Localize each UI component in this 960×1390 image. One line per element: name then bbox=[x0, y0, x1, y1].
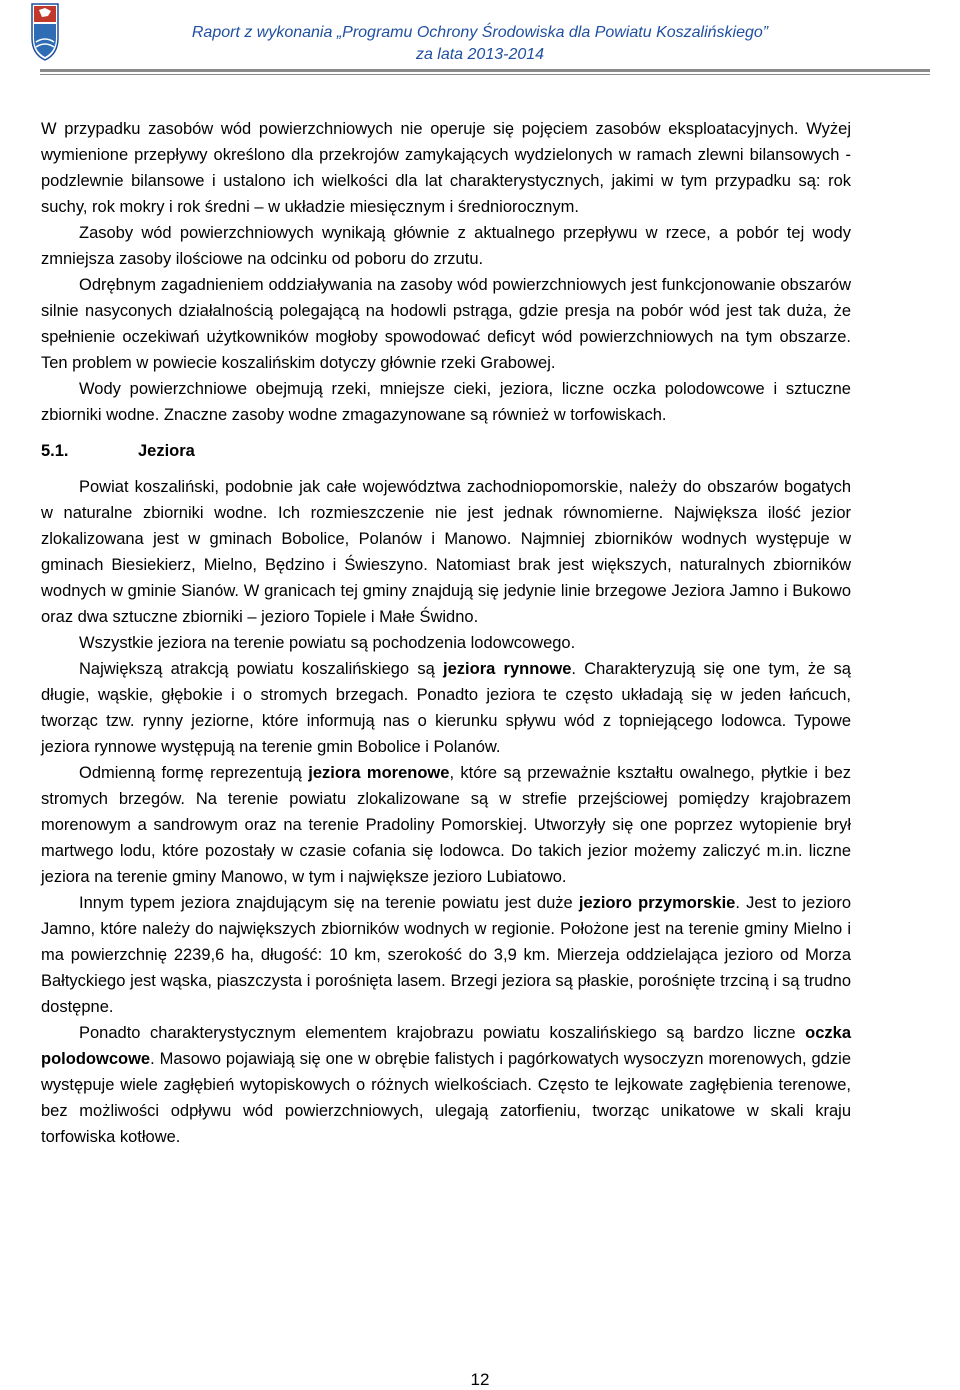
bold-term: jeziora rynnowe bbox=[443, 660, 572, 678]
paragraph bbox=[41, 376, 851, 428]
text-run: Ponadto charakterystycznym elementem krajobrazu powiatu koszalińskiego są bardzo liczne bbox=[79, 1024, 806, 1042]
lakes-paragraphs bbox=[41, 474, 851, 1150]
text-run: W przypadku zasobów wód powierzchniowych nie operuje się pojęciem zasobów eksploatacyjnych. Wyżej wymienione przepływy określono dla przekrojów zamykających wydzielonych w ramach zlewni bilansowych - podzlewnie bilansowe i ustalono ich wielkości dla lat charakterystycznych, jakimi w tym przypadku są: rok suchy, rok mokry i rok średni – w układzie miesięcznym i średniorocznym. bbox=[41, 120, 851, 216]
text-run: Zasoby wód powierzchniowych wynikają głównie z aktualnego przepływu w rzece, a pobór tej wody zmniejsza zasoby ilościowe na odcinku od poboru do zrzutu. bbox=[41, 224, 851, 268]
bold-term: jezioro przymorskie bbox=[578, 894, 736, 912]
text-run: , które są przeważnie kształtu owalnego, płytkie i bez stromych brzegów. Na terenie powiatu zlokalizowane są w strefie przejściowej pomiędzy krajobrazem morenowym a sandrowym oraz na terenie Pradoliny Pomorskiej. Utworzyły się one poprzez wytopienie brył martwego lodu, które pozostały w czasie cofania się lodowca. Do takich jezior możemy zaliczyć m.in. liczne jeziora na terenie gminy Manowo, w tym i największe jezioro Lubiatowo. bbox=[41, 764, 852, 886]
text-run: . Masowo pojawiają się one w obrębie falistych i pagórkowatych wysoczyzn morenowych, gdzie występuje wiele zagłębień wytopiskowych o różnych wielkościach. Często te lejkowate zagłębienia terenowe, bez możliwości odpływu wód powierzchniowych, ulegają zatorfieniu, tworząc unikatowe w skali kraju torfowiska kotłowe. bbox=[41, 1050, 851, 1146]
section-number: 5.1. bbox=[41, 442, 69, 460]
paragraph bbox=[41, 760, 851, 890]
section-heading bbox=[41, 438, 851, 464]
bold-term: jeziora morenowe bbox=[308, 764, 450, 782]
bold-term: oczka polodowcowe bbox=[41, 1024, 851, 1068]
paragraph bbox=[41, 630, 851, 656]
paragraph bbox=[41, 272, 851, 376]
page-number: 12 bbox=[470, 1370, 490, 1389]
page-header bbox=[0, 0, 960, 100]
intro-paragraphs bbox=[41, 116, 851, 428]
report-title: Raport z wykonania „Programu Ochrony Środowiska dla Powiatu Koszalińskiego” bbox=[191, 24, 769, 41]
koszalin-county-crest-icon bbox=[30, 2, 60, 62]
header-divider-thin bbox=[40, 74, 930, 75]
paragraph bbox=[41, 220, 851, 272]
paragraph bbox=[41, 656, 851, 760]
text-run: Największą atrakcją powiatu koszalińskiego są bbox=[79, 660, 444, 678]
paragraph bbox=[41, 1020, 851, 1150]
section-title: Jeziora bbox=[138, 442, 195, 460]
paragraph bbox=[41, 116, 851, 220]
text-run: Wszystkie jeziora na terenie powiatu są pochodzenia lodowcowego. bbox=[79, 634, 576, 652]
paragraph bbox=[41, 890, 851, 1020]
paragraph bbox=[41, 474, 851, 630]
text-run: Powiat koszaliński, podobnie jak całe województwa zachodniopomorskie, należy do obszarów bogatych w naturalne zbiorniki wodne. Ich rozmieszczenie nie jest jednak równomierne. Największa ilość jezior zlokalizowana jest w gminach Bobolice, Polanów i Manowo. Najmniej zbiorników wodnych występuje w gminach Biesiekierz, Mielno, Będzino i Świeszyno. Natomiast brak jest większych, naturalnych zbiorników wodnych w gminie Sianów. W granicach tej gminy znajdują się jedynie linie brzegowe Jeziora Jamno i Bukowo oraz dwa sztuczne zbiorniki – jezioro Topiele i Małe Świdno. bbox=[41, 478, 851, 626]
text-run: . Charakteryzują się one tym, że są długie, wąskie, głębokie i o stromych brzegach. Ponadto jeziora te często układają się w jeden łańcuch, tworząc tzw. rynny jeziorne, które informują nas o kierunku spływu wód z topniejącego lodowca. Typowe jeziora rynnowe występują na terenie gmin Bobolice i Polanów. bbox=[41, 660, 851, 756]
text-run: Odrębnym zagadnieniem oddziaływania na zasoby wód powierzchniowych jest funkcjonowanie obszarów silnie nasyconych działalnością polegającą na hodowli pstrąga, gdzie presja na pobór wód jest tak duża, że spełnienie oczekiwań użytkowników mogłoby spowodować deficyt wód powierzchniowych na tym obszarze. Ten problem w powiecie koszalińskim dotyczy głównie rzeki Grabowej. bbox=[41, 276, 851, 372]
header-divider-thick bbox=[40, 69, 930, 72]
report-years: za lata 2013-2014 bbox=[415, 46, 545, 63]
text-run: Odmienną formę reprezentują bbox=[79, 764, 309, 782]
text-run: Innym typem jeziora znajdującym się na terenie powiatu jest duże bbox=[79, 894, 579, 912]
text-run: Wody powierzchniowe obejmują rzeki, mniejsze cieki, jeziora, liczne oczka polodowcowe i sztuczne zbiorniki wodne. Znaczne zasoby wodne zmagazynowane są również w torfowiskach. bbox=[41, 380, 851, 424]
text-run: . Jest to jezioro Jamno, które należy do największych zbiorników wodnych w regionie. Położone jest na terenie gminy Mielno i ma powierzchnię 2239,6 ha, długość: 10 km, szerokość do 3,9 km. Mierzeja oddzielająca jezioro od Morza Bałtyckiego jest wąska, piaszczysta i porośnięta lasem. Brzegi jeziora są płaskie, porośnięte trzciną i są trudno dostępne. bbox=[41, 894, 851, 1016]
page-body bbox=[41, 116, 851, 1150]
